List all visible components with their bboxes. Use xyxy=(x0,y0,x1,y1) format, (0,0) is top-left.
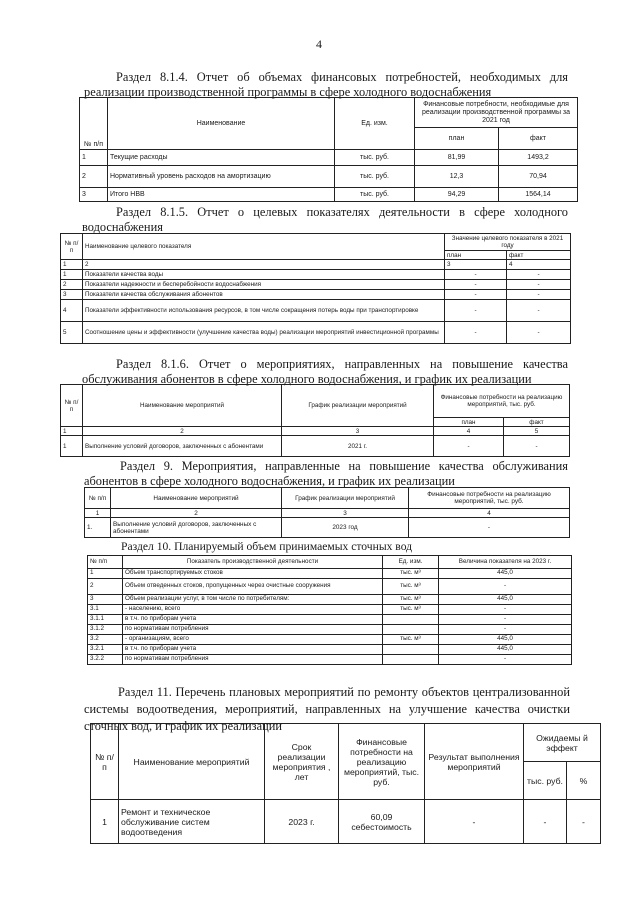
cell-unit: тыс. руб. xyxy=(335,150,415,166)
table-row xyxy=(80,166,578,188)
cell-value: - xyxy=(439,625,572,635)
cell-num: 1 xyxy=(80,150,108,166)
idx-cell: 3 xyxy=(445,260,507,270)
header-finance: Финансовые потребности на реализацию мероприятий, тыс. руб. xyxy=(434,385,570,418)
cell-name: Показатели качества воды xyxy=(83,270,445,280)
table-row xyxy=(91,800,601,844)
table-row xyxy=(80,188,578,202)
idx-cell: 4 xyxy=(507,260,571,270)
cell-num: 1. xyxy=(85,518,111,538)
section-11-title: Раздел 11. Перечень плановых мероприятий по ремонту объектов централизованной системы водоотведения, мероприятий, направленных на улучшение качества очистки сточных вод, и график их реализации xyxy=(84,685,570,733)
cell-value: - xyxy=(439,615,572,625)
wastewater-table-10 xyxy=(87,555,572,665)
cell-name: Объем отведенных стоков, пропущенных через очистные сооружения xyxy=(123,579,383,595)
table-row xyxy=(88,645,572,655)
idx-cell: 1 xyxy=(85,509,111,518)
cell-num: 5 xyxy=(61,322,83,344)
cell-fact: 1493,2 xyxy=(499,150,578,166)
header-plan: план xyxy=(434,418,504,427)
repair-plan-table-11 xyxy=(90,723,601,844)
cell-num: 3.2.2 xyxy=(88,655,123,665)
cell-unit: тыс. руб. xyxy=(335,166,415,188)
idx-cell: 4 xyxy=(434,427,504,436)
cell-plan: - xyxy=(434,436,504,457)
cell-num: 3 xyxy=(88,595,123,605)
header-term: Срок реализации мероприятия , лет xyxy=(265,724,339,800)
table-row xyxy=(88,605,572,615)
cell-finance: - xyxy=(409,518,570,538)
index-row xyxy=(61,427,570,436)
section-9-title: Раздел 9. Мероприятия, направленные на повышение качества обслуживания абонентов в сфере холодного водоснабжения, и график их реализации xyxy=(84,459,568,488)
page-number: 4 xyxy=(316,37,322,51)
idx-cell: 2 xyxy=(83,260,445,270)
cell-unit: тыс. руб. xyxy=(335,188,415,202)
header-finance: Финансовые потребности на реализацию мероприятий, тыс. руб. xyxy=(339,724,425,800)
cell-value: - xyxy=(439,605,572,615)
cell-plan: - xyxy=(445,270,507,280)
header-value: Величина показателя на 2023 г. xyxy=(439,556,572,569)
cell-num: 1 xyxy=(91,800,119,844)
table-row xyxy=(88,579,572,595)
header-num: № п/п xyxy=(91,724,119,800)
cell-plan: - xyxy=(445,322,507,344)
header-unit: Ед. изм. xyxy=(383,556,439,569)
header-schedule: График реализации мероприятий xyxy=(282,385,434,427)
cell-finance xyxy=(339,800,425,844)
cell-name: - населению, всего xyxy=(123,605,383,615)
cell-name: Показатели качества обслуживания абонентов xyxy=(83,290,445,300)
indicators-table-8-1-5 xyxy=(60,233,571,344)
header-name: Наименование мероприятий xyxy=(111,488,282,509)
cell-pct: - xyxy=(567,800,601,844)
cell-name: в т.ч. по приборам учета xyxy=(123,645,383,655)
header-num: № п/п xyxy=(88,556,123,569)
cell-plan: 12,3 xyxy=(415,166,499,188)
header-fact: факт xyxy=(507,251,571,260)
header-result: Результат выполнения мероприятий xyxy=(425,724,524,800)
cell-plan: 81,99 xyxy=(415,150,499,166)
cell-schedule: 2021 г. xyxy=(282,436,434,457)
header-plan: план xyxy=(415,128,499,150)
index-row xyxy=(61,260,571,270)
finance-value: 60,09 xyxy=(370,811,393,822)
table-row xyxy=(61,290,571,300)
cell-value: 445,0 xyxy=(439,645,572,655)
header-effect: Ожидаемы й эффект xyxy=(524,724,601,762)
idx-cell: 2 xyxy=(83,427,282,436)
cell-plan: 94,29 xyxy=(415,188,499,202)
section-8-1-4-title: Раздел 8.1.4. Отчет об объемах финансовых потребностей, необходимых для реализации производственной программы в сфере холодного водоснабжения xyxy=(84,70,568,99)
cell-num: 1 xyxy=(61,436,83,457)
header-value: Значение целевого показателя в 2021 году xyxy=(445,234,571,251)
cell-unit: тыс. м³ xyxy=(383,595,439,605)
cell-result: - xyxy=(425,800,524,844)
table-row xyxy=(61,270,571,280)
cell-value: - xyxy=(439,655,572,665)
cell-name: Текущие расходы xyxy=(108,150,335,166)
cell-name: - организациям, всего xyxy=(123,635,383,645)
header-rub: тыс. руб. xyxy=(524,762,567,800)
idx-cell: 3 xyxy=(282,509,409,518)
table-row xyxy=(61,436,570,457)
cell-num: 3.2 xyxy=(88,635,123,645)
cell-plan: - xyxy=(445,290,507,300)
cell-fact: - xyxy=(504,436,570,457)
table-row xyxy=(61,280,571,290)
finance-table-8-1-4 xyxy=(79,97,578,202)
idx-cell: 3 xyxy=(282,427,434,436)
cell-value: 445,0 xyxy=(439,635,572,645)
cell-unit xyxy=(383,625,439,635)
cell-value: - xyxy=(439,579,572,595)
measures-table-9 xyxy=(84,487,570,538)
table-row xyxy=(61,300,571,322)
cell-unit: тыс. м³ xyxy=(383,579,439,595)
table-row xyxy=(88,655,572,665)
cell-fact: - xyxy=(507,300,571,322)
table-row xyxy=(88,569,572,579)
header-num: № п/п xyxy=(61,385,83,427)
cell-name: в т.ч. по приборам учета xyxy=(123,615,383,625)
cell-name: по нормативам потребления xyxy=(123,655,383,665)
table-row xyxy=(88,635,572,645)
finance-note: себестоимость xyxy=(351,821,412,832)
cell-name: Выполнение условий договоров, заключенных с абонентами xyxy=(111,518,282,538)
header-finance: Финансовые потребности, необходимые для реализации производственной программы за 2021 год xyxy=(415,98,578,128)
header-fact: факт xyxy=(499,128,578,150)
cell-unit xyxy=(383,655,439,665)
idx-cell: 1 xyxy=(61,260,83,270)
cell-name: Выполнение условий договоров, заключенных с абонентами xyxy=(83,436,282,457)
cell-num: 1 xyxy=(88,569,123,579)
header-name: Наименование целевого показателя xyxy=(83,234,445,260)
table-row xyxy=(88,615,572,625)
header-pct: % xyxy=(567,762,601,800)
cell-name: Итого НВВ xyxy=(108,188,335,202)
measures-table-8-1-6 xyxy=(60,384,570,457)
cell-unit: тыс. м³ xyxy=(383,569,439,579)
header-num: № п/п xyxy=(80,98,108,150)
index-row xyxy=(85,509,570,518)
header-num: № п/п xyxy=(85,488,111,509)
cell-fact: - xyxy=(507,270,571,280)
cell-fact: 70,94 xyxy=(499,166,578,188)
cell-num: 3 xyxy=(80,188,108,202)
cell-num: 4 xyxy=(61,300,83,322)
cell-num: 3 xyxy=(61,290,83,300)
header-finance: Финансовые потребности на реализацию мероприятий, тыс. руб. xyxy=(409,488,570,509)
header-name: Наименование мероприятий xyxy=(83,385,282,427)
cell-name: Соотношение цены и эффективности (улучшение качества воды) реализации мероприятий инвестиционной программы xyxy=(83,322,445,344)
idx-cell: 4 xyxy=(409,509,570,518)
cell-fact: 1564,14 xyxy=(499,188,578,202)
cell-unit xyxy=(383,615,439,625)
cell-rub: - xyxy=(524,800,567,844)
cell-value: 445,0 xyxy=(439,569,572,579)
cell-name: Объем транспортируемых стоков xyxy=(123,569,383,579)
idx-cell: 1 xyxy=(61,427,83,436)
section-8-1-6-title: Раздел 8.1.6. Отчет о мероприятиях, направленных на повышение качества обслуживания абонентов в сфере холодного водоснабжения, и график их реализации xyxy=(82,357,568,386)
cell-name: Показатели эффективности использования ресурсов, в том числе сокращения потерь воды при транспортировке xyxy=(83,300,445,322)
idx-cell: 5 xyxy=(504,427,570,436)
cell-fact: - xyxy=(507,322,571,344)
table-row xyxy=(85,518,570,538)
cell-unit: тыс. м³ xyxy=(383,635,439,645)
table-row xyxy=(61,322,571,344)
cell-fact: - xyxy=(507,280,571,290)
cell-plan: - xyxy=(445,280,507,290)
header-name: Наименование xyxy=(108,98,335,150)
cell-num: 2 xyxy=(88,579,123,595)
header-name: Наименование мероприятий xyxy=(119,724,265,800)
header-plan: план xyxy=(445,251,507,260)
cell-num: 3.1 xyxy=(88,605,123,615)
cell-num: 3.2.1 xyxy=(88,645,123,655)
cell-name: Ремонт и техническое обслуживание систем водоотведения xyxy=(119,800,265,844)
cell-name: Объем реализации услуг, в том числе по потребителям: xyxy=(123,595,383,605)
cell-num: 3.1.1 xyxy=(88,615,123,625)
cell-name: Нормативный уровень расходов на амортизацию xyxy=(108,166,335,188)
header-num: № п/п xyxy=(61,234,83,260)
cell-name: по нормативам потребления xyxy=(123,625,383,635)
cell-fact: - xyxy=(507,290,571,300)
cell-plan: - xyxy=(445,300,507,322)
idx-cell: 2 xyxy=(111,509,282,518)
cell-term: 2023 г. xyxy=(265,800,339,844)
header-name: Показатель производственной деятельности xyxy=(123,556,383,569)
cell-schedule: 2023 год xyxy=(282,518,409,538)
table-row xyxy=(80,150,578,166)
header-fact: факт xyxy=(504,418,570,427)
header-unit: Ед. изм. xyxy=(335,98,415,150)
cell-num: 2 xyxy=(80,166,108,188)
section-8-1-5-title: Раздел 8.1.5. Отчет о целевых показателях деятельности в сфере холодного водоснабжения xyxy=(82,205,568,234)
cell-name: Показатели надежности и бесперебойности водоснабжения xyxy=(83,280,445,290)
table-row xyxy=(88,595,572,605)
cell-unit: тыс. м³ xyxy=(383,605,439,615)
cell-num: 3.1.2 xyxy=(88,625,123,635)
cell-num: 1 xyxy=(61,270,83,280)
table-row xyxy=(88,625,572,635)
cell-unit xyxy=(383,645,439,655)
cell-num: 2 xyxy=(61,280,83,290)
cell-value: 445,0 xyxy=(439,595,572,605)
header-schedule: График реализации мероприятий xyxy=(282,488,409,509)
section-10-title: Раздел 10. Планируемый объем принимаемых сточных вод xyxy=(121,540,413,553)
